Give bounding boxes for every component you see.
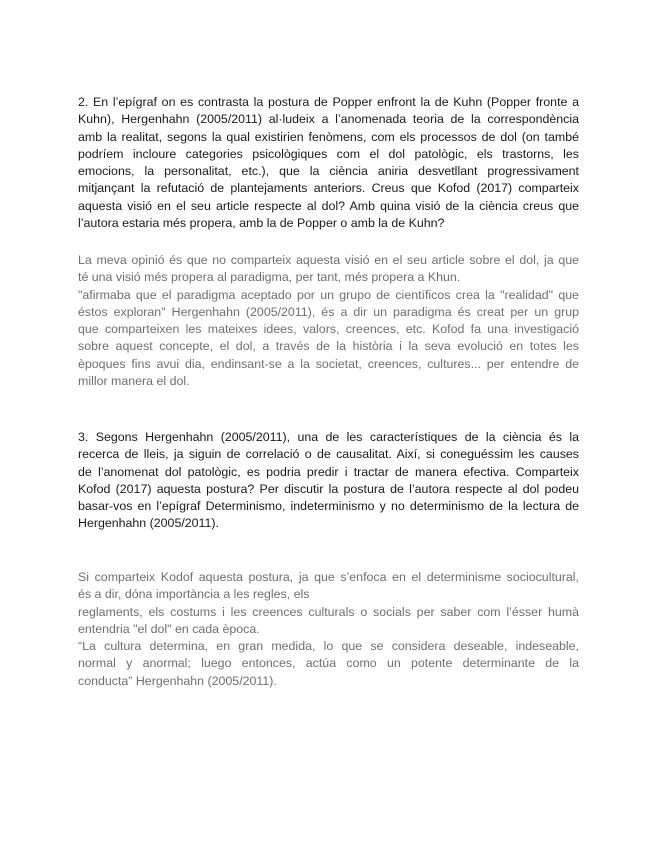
text-line: entendria "el dol" en cada època. [78, 621, 260, 636]
text-line: normal y anormal; luego entonces, actúa como un potente determinante de la [78, 656, 579, 671]
text-line: és a dir, dóna importància a les regles, els [78, 587, 310, 602]
text-line: conducta” Hergenhahn (2005/2011). [78, 673, 277, 688]
text-line: l’autora estaria més propera, amb la de Popper o amb la de Kuhn? [78, 216, 445, 231]
text-line: recerca de lleis, ja siguin de correlació o de causalitat. Així, si coneguéssim les causes [78, 447, 579, 462]
text-line: té una visió més propera al paradigma, per tant, més propera a Khun. [78, 270, 461, 285]
answer-2-paragraph [78, 252, 579, 390]
text-line: 2. En l’epígraf on es contrasta la postura de Popper enfront la de Kuhn (Popper fronte a [78, 95, 579, 109]
text-line: que comparteixen les mateixes idees, valors, creences, etc. Kofod fa una investigació [78, 322, 579, 337]
text-line: emocions, la personalitat, etc.), que la ciència aniria desvetllant progressivament [78, 164, 579, 179]
answer-3-paragraph [78, 569, 579, 690]
text-line: Si comparteix Kodof aquesta postura, ja que s’enfoca en el determinisme sociocultural, [78, 570, 579, 584]
question-2-paragraph [78, 94, 579, 232]
text-line: sobre aquest concepte, el dol, a través de la història i la seva evolució en totes les [78, 339, 579, 354]
text-line: Kofod (2017) aquesta postura? Per discutir la postura de l’autora respecte al dol podeu [78, 481, 579, 496]
text-line: mitjançant la refutació de plantejaments anteriors. Creus que Kofod (2017) comparteix [78, 181, 579, 196]
text-line: éstos exploran" Hergenhahn (2005/2011), és a dir un paradigma és creat per un grup [78, 304, 579, 319]
text-line: La meva opinió és que no comparteix aquesta visió en el seu article sobre el dol, ja que [78, 253, 579, 267]
text-line: millor manera el dol. [78, 374, 190, 389]
text-line: podríem incloure categories psicològiques com el dol patològic, els trastorns, les [78, 146, 579, 161]
text-line: de l’anomenat dol patològic, es podria predir i tractar de manera efectiva. Comparteix [78, 464, 579, 479]
text-line: Hergenhahn (2005/2011). [78, 516, 219, 531]
text-line: aquesta visió en el seu article respecte al dol? Amb quina visió de la ciència creus que [78, 198, 579, 213]
text-line: basar-vos en l’epígraf Determinismo, indeterminismo y no determinismo de la lectura de [78, 499, 579, 514]
text-line: èpoques fins avui dia, endinsant-se a la societat, creences, cultures... per entendre de [78, 356, 579, 371]
text-line: reglaments, els costums i les creences culturals o socials per saber com l’ésser humà [78, 604, 579, 619]
text-line: amb la realitat, segons la qual existirien fenòmens, com els processos de dol (on també [78, 129, 579, 144]
text-line: “La cultura determina, en gran medida, lo que se considera deseable, indeseable, [78, 639, 579, 654]
question-3-paragraph [78, 429, 579, 533]
text-line: Kuhn), Hergenhahn (2005/2011) al·ludeix a l’anomenada teoria de la correspondència [78, 112, 579, 127]
text-line: 3. Segons Hergenhahn (2005/2011), una de les característiques de la ciència és la [78, 430, 579, 444]
text-line: "afirmaba que el paradigma aceptado por un grupo de científicos crea la "realidad" que [78, 287, 579, 302]
